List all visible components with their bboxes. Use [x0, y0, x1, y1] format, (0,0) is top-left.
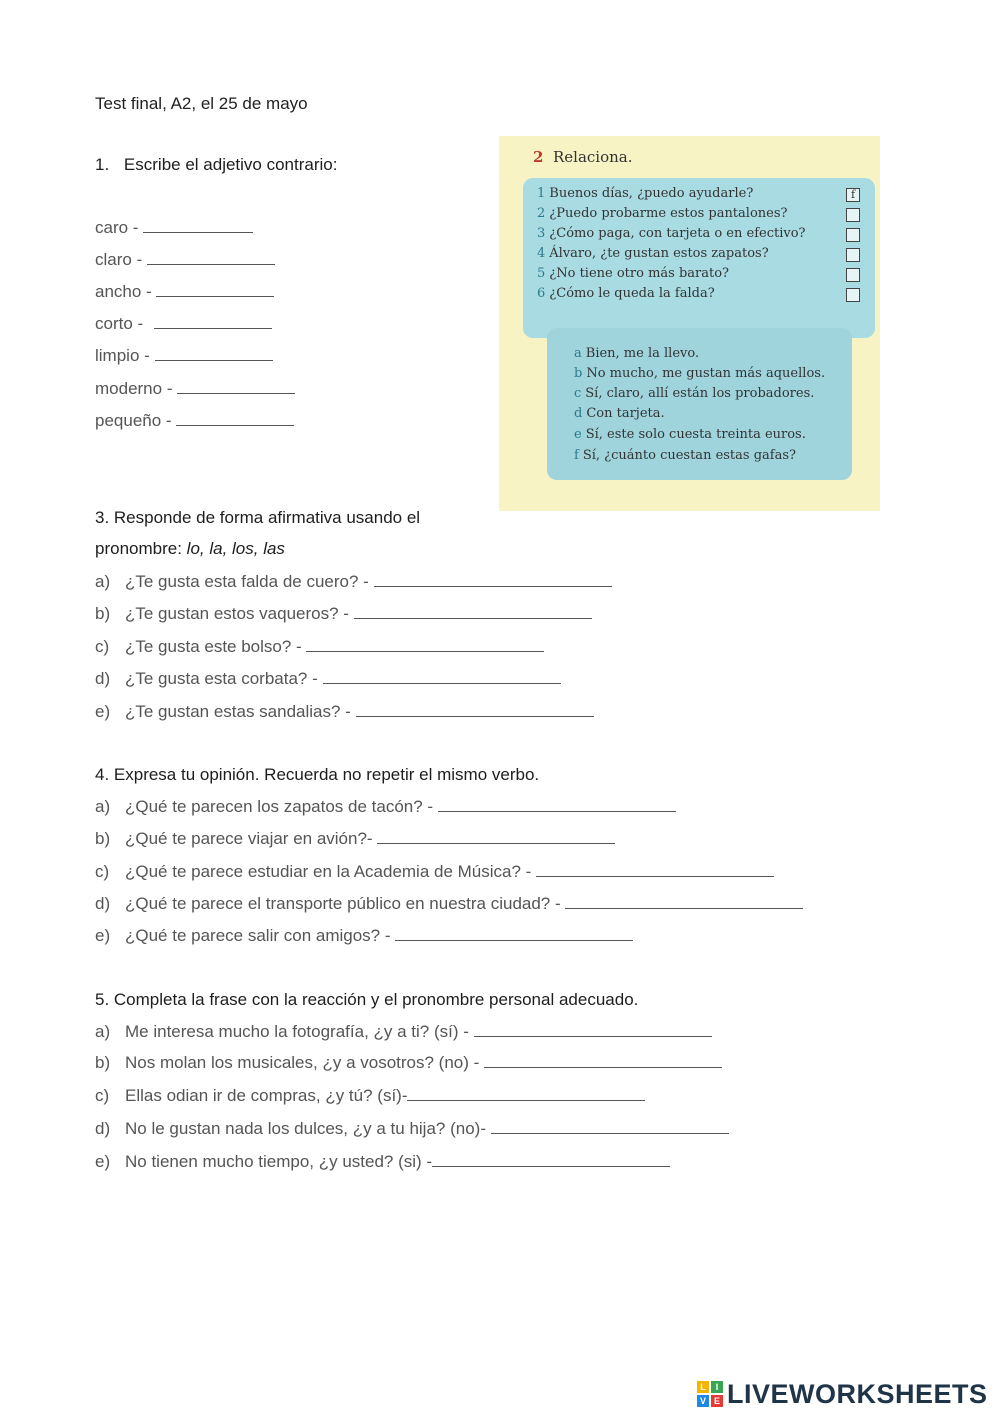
exercise-heading: Relaciona.	[553, 148, 633, 166]
adjective-item	[95, 346, 273, 366]
exercise-number: 2	[533, 148, 544, 166]
adjective-label: caro -	[95, 218, 139, 237]
question-item: 5 ¿No tiene otro más barato?	[537, 266, 730, 281]
adjective-item	[95, 282, 274, 302]
answer-blank[interactable]	[177, 379, 295, 394]
adjective-item	[95, 379, 295, 399]
question-row: c) Ellas odian ir de compras, ¿y tú? (sí)-	[95, 1086, 645, 1106]
answer-blank[interactable]	[491, 1119, 729, 1134]
answer-blank[interactable]	[176, 411, 294, 426]
question-row: d) No le gustan nada los dulces, ¿y a tu hija? (no)-	[95, 1119, 729, 1139]
answer-blank[interactable]	[306, 637, 544, 652]
answer-blank[interactable]	[147, 250, 275, 265]
question-row: a) Me interesa mucho la fotografía, ¿y a ti? (sí) -	[95, 1022, 712, 1042]
question-item: 2 ¿Puedo probarme estos pantalones?	[537, 206, 788, 221]
textbook-exercise-image	[499, 136, 880, 511]
adjective-label: claro -	[95, 250, 143, 269]
question-item: 6 ¿Cómo le queda la falda?	[537, 286, 715, 301]
question-row: a) ¿Te gusta esta falda de cuero? -	[95, 572, 612, 592]
answer-blank[interactable]	[407, 1086, 645, 1101]
page-title: Test final, A2, el 25 de mayo	[95, 94, 308, 113]
answer-blank[interactable]	[536, 862, 774, 877]
question-item: 1 Buenos días, ¿puedo ayudarle?	[537, 186, 754, 201]
question-item: 3 ¿Cómo paga, con tarjeta o en efectivo?	[537, 226, 806, 241]
answer-blank[interactable]	[323, 669, 561, 684]
section1-number: 1.	[95, 155, 110, 174]
answer-option: f Sí, ¿cuánto cuestan estas gafas?	[574, 448, 796, 463]
section3-pronouns: lo, la, los, las	[186, 539, 285, 558]
section3-heading: 3. Responde de forma afirmativa usando el	[95, 508, 421, 527]
section3-heading-prefix: pronombre:	[95, 539, 182, 558]
question-row: c) ¿Qué te parece estudiar en la Academia de Música? -	[95, 862, 774, 882]
answer-box[interactable]	[846, 288, 860, 302]
answer-option: b No mucho, me gustan más aquellos.	[574, 366, 826, 381]
question-row: e) No tienen mucho tiempo, ¿y usted? (si) -	[95, 1152, 670, 1172]
answer-option: a Bien, me la llevo.	[574, 346, 700, 361]
section5-heading: 5. Completa la frase con la reacción y el pronombre personal adecuado.	[95, 990, 639, 1009]
question-row: d) ¿Te gusta esta corbata? -	[95, 669, 561, 689]
answer-blank[interactable]	[154, 314, 272, 329]
adjective-label: corto -	[95, 314, 144, 333]
answer-box[interactable]	[846, 248, 860, 262]
answer-option: d Con tarjeta.	[574, 406, 665, 421]
answer-blank[interactable]	[374, 572, 612, 587]
answer-blank[interactable]	[356, 702, 594, 717]
answer-blank[interactable]	[438, 797, 676, 812]
liveworksheets-logo	[697, 1378, 988, 1410]
adjective-label: limpio -	[95, 346, 150, 365]
answer-box[interactable]	[846, 228, 860, 242]
question-row: d) ¿Qué te parece el transporte público en nuestra ciudad? -	[95, 894, 803, 914]
question-item: 4 Álvaro, ¿te gustan estos zapatos?	[537, 246, 769, 261]
question-row: e) ¿Qué te parece salir con amigos? -	[95, 926, 633, 946]
answer-box[interactable]	[846, 268, 860, 282]
answer-blank[interactable]	[484, 1053, 722, 1068]
section4-heading: 4. Expresa tu opinión. Recuerda no repetir el mismo verbo.	[95, 765, 540, 784]
section1-heading	[95, 155, 337, 175]
answer-blank[interactable]	[377, 829, 615, 844]
answer-box[interactable]	[846, 208, 860, 222]
answer-option: c Sí, claro, allí están los probadores.	[574, 386, 815, 401]
question-row: b) ¿Qué te parece viajar en avión?-	[95, 829, 615, 849]
answer-blank[interactable]	[156, 282, 274, 297]
section1-title: Escribe el adjetivo contrario:	[123, 155, 338, 174]
question-row: c) ¿Te gusta este bolso? -	[95, 637, 544, 657]
answer-blank[interactable]	[474, 1022, 712, 1037]
adjective-item	[95, 314, 272, 334]
logo-icon: L I V E	[697, 1381, 723, 1407]
answer-blank[interactable]	[143, 218, 253, 233]
answer-blank[interactable]	[395, 926, 633, 941]
answer-blank[interactable]	[155, 346, 273, 361]
adjective-label: ancho -	[95, 282, 152, 301]
answer-box[interactable]: f	[846, 188, 860, 202]
answer-blank[interactable]	[354, 604, 592, 619]
adjective-item	[95, 218, 253, 238]
adjective-label: pequeño -	[95, 411, 172, 430]
answer-option: e Sí, este solo cuesta treinta euros.	[574, 427, 806, 442]
questions-panel	[523, 178, 875, 338]
question-row: a) ¿Qué te parecen los zapatos de tacón? -	[95, 797, 676, 817]
section3-heading-line2	[95, 539, 285, 559]
question-row: b) Nos molan los musicales, ¿y a vosotros? (no) -	[95, 1053, 722, 1073]
answers-panel	[547, 328, 852, 480]
answer-blank[interactable]	[565, 894, 803, 909]
logo-text: LIVEWORKSHEETS	[727, 1378, 988, 1409]
question-row: b) ¿Te gustan estos vaqueros? -	[95, 604, 592, 624]
question-row: e) ¿Te gustan estas sandalias? -	[95, 702, 594, 722]
answer-blank[interactable]	[432, 1152, 670, 1167]
adjective-label: moderno -	[95, 379, 173, 398]
adjective-item	[95, 250, 275, 270]
adjective-item	[95, 411, 294, 431]
